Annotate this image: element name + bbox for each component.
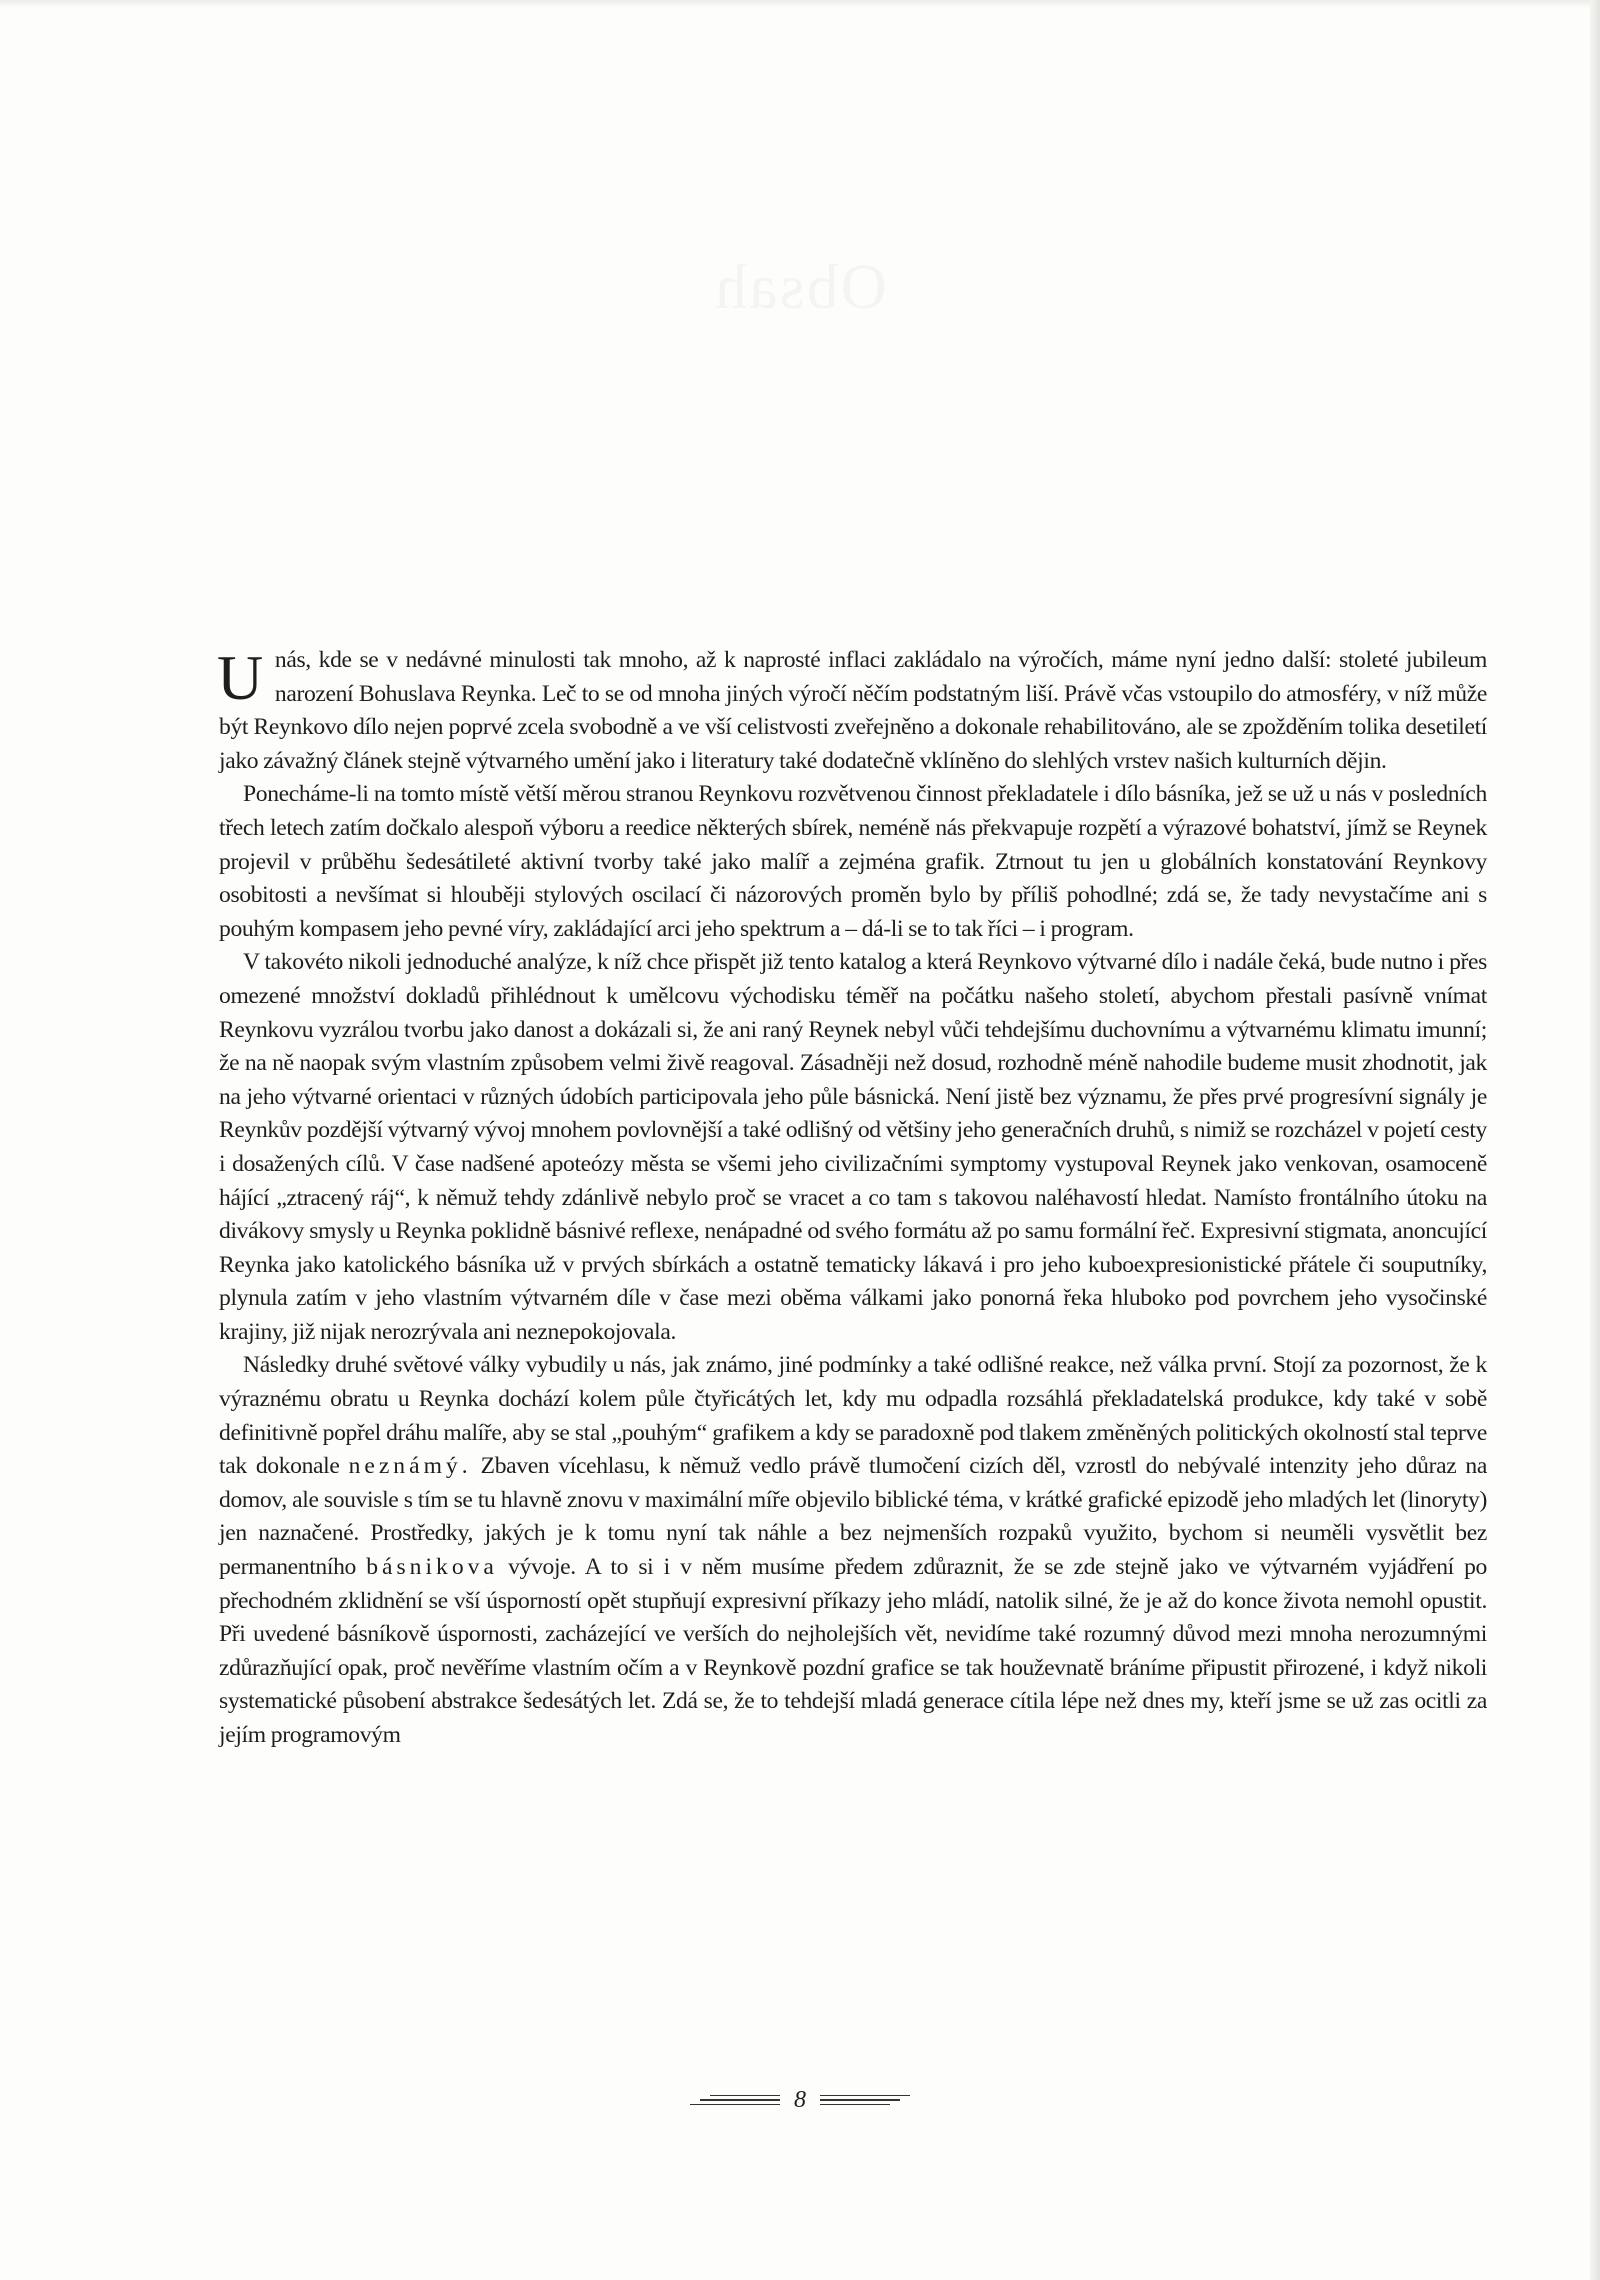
paragraph-2: Ponecháme-li na tomto místě větší měrou stranou Reynkovu rozvětvenou činnost překladatele i dílo básníka, jež se už u nás v posledních třech letech zatím dočkalo alespoň výboru a reedice některých sbírek, neméně nás překvapuje rozpětí a výrazové bohatství, jímž se Reynek projevil v průběhu šedesátileté aktivní tvorby také jako malíř a zejména grafik. Ztrnout tu jen u globálních konstatování Reynkovy osobitosti a nevšímat si hlouběji stylových oscilací či názorových proměn bylo by příliš pohodlné; zdá se, že tady nevystačíme ani s pouhým kompasem jeho pevné víry, zakládající arci jeho spektrum a – dá-li se to tak říci – i program. bbox=[219, 781, 1487, 942]
paragraph-4-text-b: Zbaven vícehlasu, k němuž vedlo právě tlumočení cizích děl, vzrostl do nebývalé intenzity jeho důraz na domov, ale souvisle s tím se tu hlavně znovu v maximální míře objevilo biblické téma, v krátké grafické epizodě jeho mladých let (linoryty) jen naznačené. Prostředky, jakých je k tomu nyní tak náhle a bez nejmenších rozpaků využito, bychom si neuměli vysvětlit bez permanentního bbox=[219, 1453, 1487, 1581]
page-number: 8 bbox=[794, 2086, 806, 2113]
body-text bbox=[219, 644, 1487, 1753]
paragraph-4 bbox=[219, 1349, 1487, 1752]
spaced-word-neznamy: neznámý. bbox=[348, 1453, 472, 1480]
paragraph-1-text: nás, kde se v nedávné minulosti tak mnoho, až k naprosté inflaci zakládalo na výročích, máme nyní jedno další: stoleté jubileum narození Bohuslava Reynka. Leč to se od mnoha jiných výročí něčím podstatným liší. Právě včas vstoupilo do atmosféry, v níž může být Reynkovo dílo nejen poprvé zcela svobodně a ve vší celistvosti zveřejněno a dokonale rehabilitováno, ale se zpožděním tolika desetiletí jako závažný článek stejně výtvarného umění jako i literatury také dodatečně vklíněno do slehlých vrstev našich kulturních dějin. bbox=[219, 647, 1487, 774]
paragraph-4-text-c: vývoje. A to si i v něm musíme předem zdůraznit, že se zde stejně jako ve výtvarném vyjádření po přechodném zklidnění se vší úsporností opět stupňují expresivní příkazy jeho mládí, natolik silné, že je až do konce života nemohl opustit. Při uvedené básníkově úspornosti, zacházející ve verších do nejholejších vět, nevidíme také rozumný důvod mezi mnoha nerozumnými zdůrazňující opak, proč nevěříme vlastním očím a v Reynkově pozdní grafice se tak houževnatě bráníme připustit přirozené, i když nikoli systematické působení abstrakce šedesátých let. Zdá se, že to tehdejší mladá generace cítila lépe než dnes my, kteří jsme se už zas ocitli za jejím programovým bbox=[219, 1554, 1487, 1748]
spaced-word-basnikova: básnikova bbox=[366, 1554, 498, 1581]
page-top-edge bbox=[0, 0, 1600, 8]
footer-rule-left bbox=[690, 2095, 780, 2106]
show-through-title bbox=[0, 250, 1600, 324]
page-footer bbox=[0, 2085, 1600, 2115]
paragraph-4-text-a: Následky druhé světové války vybudily u nás, jak známo, jiné podmínky a také odlišné reakce, než válka první. Stojí za pozornost, že k výraznému obratu u Reynka dochází kolem půle čtyřicátých let, kdy mu odpadla rozsáhlá překladatelská produkce, kdy také v sobě definitivně popřel dráhu malíře, aby se stal „pouhým“ grafikem a kdy se paradoxně pod tlakem změněných politických okolností stal teprve tak dokonale bbox=[219, 1352, 1487, 1480]
paragraph-1 bbox=[219, 644, 1487, 778]
drop-cap: U bbox=[217, 642, 263, 713]
paragraph-3: V takovéto nikoli jednoduché analýze, k níž chce přispět již tento katalog a která Reynkovo výtvarné dílo i nadále čeká, bude nutno i přes omezené množství dokladů přihlédnout k umělcovu východisku téměř na počátku našeho století, abychom přestali pasívně vnímat Reynkovu vyzrálou tvorbu jako danost a dokázali si, že ani raný Reynek nebyl vůči tehdejšímu duchovnímu a výtvarnému klimatu imunní; že na ně naopak svým vlastním způsobem velmi živě reagoval. Zásadněji než dosud, rozhodně méně nahodile budeme musit zhodnotit, jak na jeho výtvarné orientaci v různých údobích participovala jeho půle básnická. Není jistě bez významu, že přes prvé progresívní signály je Reynkův pozdější výtvarný vývoj mnohem povlovnější a také odlišný od většiny jeho generačních druhů, s nimiž se rozcházel v pojetí cesty i dosažených cílů. V čase nadšené apoteózy města se všemi jeho civilizačními symptomy vystupoval Reynek jako venkovan, osamoceně hájící „ztracený ráj“, k němuž tehdy zdánlivě nebylo proč se vracet a co tam s takovou naléhavostí hledat. Namísto frontálního útoku na divákovy smysly u Reynka poklidně básnivé reflexe, nenápadné od svého formátu až po samu formální řeč. Expresivní stigmata, anoncující Reynka jako katolického básníka už v prvých sbírkách a ostatně tematicky lákavá i pro jeho kuboexpresionistické přátele či souputníky, plynula zatím v jeho vlastním výtvarném díle v čase mezi oběma válkami jako ponorná řeka hluboko pod povrchem jeho vysočinské krajiny, již nijak nerozrývala ani neznepokojovala. bbox=[219, 949, 1487, 1345]
page-right-edge bbox=[1590, 0, 1600, 2280]
footer-rule-right bbox=[820, 2095, 910, 2106]
